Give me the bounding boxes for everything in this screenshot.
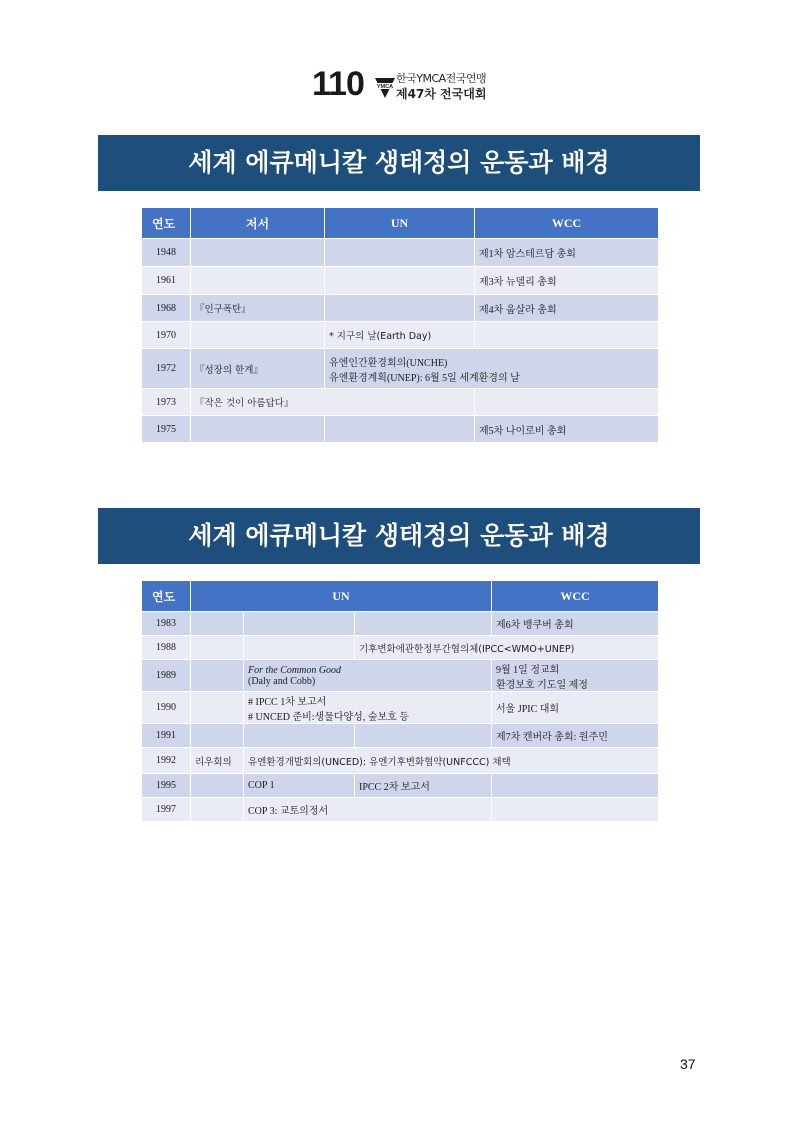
year-cell: 1948 — [142, 239, 191, 267]
wcc-line: 환경보호 기도일 제정 — [496, 679, 588, 691]
table-header-row — [142, 208, 659, 239]
year-cell: 1975 — [142, 416, 191, 443]
header-wcc: WCC — [475, 208, 659, 239]
year-cell: 1989 — [142, 660, 191, 692]
page-number: 37 — [680, 1056, 696, 1072]
wcc-cell: 제6차 뱅쿠버 총회 — [492, 612, 659, 636]
table-row — [142, 322, 659, 349]
table-row — [142, 748, 659, 774]
slide2-title: 세계 에큐메니칼 생태정의 운동과 배경 — [98, 508, 700, 564]
header-year: 연도 — [142, 208, 191, 239]
un-line: # UNCED 준비:생물다양성, 숲보호 등 — [248, 711, 409, 723]
wcc-cell: 제3차 뉴델리 총회 — [475, 267, 659, 295]
un-line: 유엔환경계획(UNEP): 6월 5일 세계환경의 날 — [329, 372, 520, 384]
book-title: For the Common Good — [248, 664, 342, 676]
wcc-line: 9월 1일 정교회 — [496, 664, 560, 676]
table-row — [142, 239, 659, 267]
slide1-timeline-table — [141, 207, 659, 443]
table-row — [142, 267, 659, 295]
year-cell: 1972 — [142, 349, 191, 389]
header-un: UN — [191, 581, 492, 612]
table-row — [142, 389, 659, 416]
book-cell — [191, 322, 325, 349]
book-cell — [191, 267, 325, 295]
year-cell: 1991 — [142, 724, 191, 748]
un-cell — [244, 692, 492, 724]
table-row — [142, 349, 659, 389]
un-line: 유엔인간환경회의(UNCHE) — [329, 357, 448, 369]
table-header-row — [142, 581, 659, 612]
un-cell-span — [325, 349, 659, 389]
year-cell: 1968 — [142, 295, 191, 322]
table-row — [142, 692, 659, 724]
un-cell: * 지구의 날(Earth Day) — [325, 322, 475, 349]
table-row — [142, 636, 659, 660]
year-cell: 1995 — [142, 774, 191, 798]
year-cell: 1997 — [142, 798, 191, 822]
ymca-mark-text: YMCA — [376, 84, 394, 90]
table-row — [142, 724, 659, 748]
header-book: 저서 — [191, 208, 325, 239]
year-cell: 1992 — [142, 748, 191, 774]
wcc-cell: 제5차 나이로비 총회 — [475, 416, 659, 443]
year-cell: 1990 — [142, 692, 191, 724]
un-cell — [325, 239, 475, 267]
un-cell: COP 1 — [244, 774, 355, 798]
un-cell — [325, 416, 475, 443]
un-line: # IPCC 1차 보고서 — [248, 696, 327, 708]
event-cell: 리우회의 — [191, 748, 244, 774]
logo-number: 110 — [312, 65, 364, 103]
book-cell — [244, 660, 492, 692]
wcc-cell: 서울 JPIC 대회 — [492, 692, 659, 724]
book-cell — [191, 239, 325, 267]
wcc-cell — [492, 660, 659, 692]
year-cell: 1970 — [142, 322, 191, 349]
ymca-triangle-icon — [375, 74, 395, 100]
un-cell: COP 3: 교토의정서 — [244, 798, 492, 822]
year-cell: 1961 — [142, 267, 191, 295]
book-cell: 『인구폭탄』 — [191, 295, 325, 322]
book-cell: 『작은 것이 아름답다』 — [191, 389, 475, 416]
un-cell-span: 유엔환경개발회의(UNCED): 유엔기후변화협약(UNFCCC) 채택 — [244, 748, 659, 774]
book-author: (Daly and Cobb) — [248, 675, 316, 687]
wcc-cell: 제7차 캔버라 총회: 원주민 — [492, 724, 659, 748]
year-cell: 1983 — [142, 612, 191, 636]
un-cell — [325, 295, 475, 322]
wcc-cell — [475, 322, 659, 349]
table-row — [142, 660, 659, 692]
un-cell — [325, 267, 475, 295]
header-wcc: WCC — [492, 581, 659, 612]
un-cell: IPCC 2차 보고서 — [355, 774, 492, 798]
book-cell: 『성장의 한계』 — [191, 349, 325, 389]
year-cell: 1973 — [142, 389, 191, 416]
table-row — [142, 416, 659, 443]
table-row — [142, 798, 659, 822]
year-cell: 1988 — [142, 636, 191, 660]
header-logo — [312, 65, 512, 104]
wcc-cell — [475, 389, 659, 416]
table-row — [142, 774, 659, 798]
table-row — [142, 295, 659, 322]
org-name: 한국YMCA전국연맹 — [396, 72, 487, 85]
header-year: 연도 — [142, 581, 191, 612]
header-un: UN — [325, 208, 475, 239]
slide1-title: 세계 에큐메니칼 생태정의 운동과 배경 — [98, 135, 700, 191]
slide2-timeline-table — [141, 580, 659, 822]
wcc-cell: 제4차 웁살라 총회 — [475, 295, 659, 322]
event-name: 제47차 전국대회 — [396, 87, 487, 101]
un-cell-span: 기후변화에관한정부간협의체(IPCC<WMO+UNEP) — [355, 636, 659, 660]
book-cell — [191, 416, 325, 443]
table-row — [142, 612, 659, 636]
wcc-cell: 제1차 암스테르담 총회 — [475, 239, 659, 267]
